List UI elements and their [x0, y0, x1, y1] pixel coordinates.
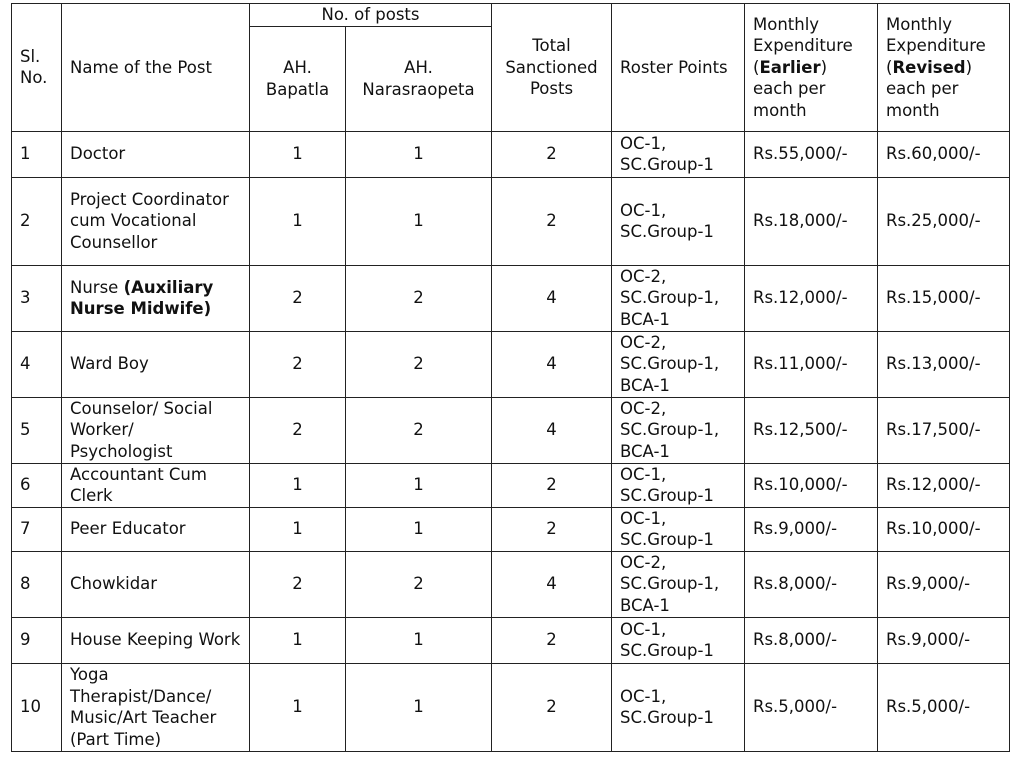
cell-sl-no-text: 4	[20, 354, 31, 374]
cell-sl-no	[12, 507, 62, 551]
cell-total-sanctioned	[492, 617, 612, 663]
cell-ah-bapatla-text: 1	[292, 144, 303, 164]
cell-sl-no	[12, 397, 62, 463]
cell-ah-narasraopeta-text: 1	[413, 475, 424, 495]
cell-total-sanctioned-text: 4	[546, 574, 557, 594]
cell-roster-points-text: OC-1, SC.Group-1	[620, 464, 714, 505]
cell-expenditure-earlier	[745, 397, 878, 463]
cell-ah-narasraopeta-text: 2	[413, 288, 424, 308]
cell-total-sanctioned-text: 2	[546, 144, 557, 164]
cell-ah-narasraopeta-text: 1	[413, 697, 424, 717]
table-row	[12, 617, 1010, 663]
cell-post-name	[62, 663, 250, 751]
cell-sl-no-text: 6	[20, 475, 31, 495]
cell-roster-points	[612, 507, 745, 551]
cell-expenditure-earlier	[745, 131, 878, 177]
cell-roster-points	[612, 397, 745, 463]
cell-sl-no	[12, 663, 62, 751]
cell-ah-bapatla	[250, 507, 346, 551]
table-row	[12, 397, 1010, 463]
cell-total-sanctioned	[492, 131, 612, 177]
header-no-of-posts: No. of posts	[250, 4, 492, 27]
cell-ah-narasraopeta-text: 2	[413, 574, 424, 594]
table-row	[12, 551, 1010, 617]
cell-post-name-text: House Keeping Work	[70, 630, 241, 650]
cell-expenditure-revised	[878, 463, 1010, 507]
cell-expenditure-earlier-text: Rs.5,000/-	[753, 697, 838, 717]
cell-sl-no-text: 1	[20, 144, 31, 164]
cell-expenditure-revised-text: Rs.10,000/-	[886, 519, 981, 539]
cell-expenditure-earlier-text: Rs.18,000/-	[753, 211, 848, 231]
cell-expenditure-revised	[878, 507, 1010, 551]
cell-ah-bapatla	[250, 265, 346, 331]
cell-roster-points-text: OC-1, SC.Group-1	[620, 200, 714, 241]
cell-ah-bapatla-text: 2	[292, 354, 303, 374]
cell-expenditure-revised-text: Rs.13,000/-	[886, 354, 981, 374]
cell-expenditure-earlier	[745, 177, 878, 265]
cell-sl-no-text: 3	[20, 288, 31, 308]
cell-ah-narasraopeta	[346, 331, 492, 397]
cell-sl-no	[12, 131, 62, 177]
cell-expenditure-revised	[878, 551, 1010, 617]
header-total-sanctioned: Total Sanctioned Posts	[492, 4, 612, 132]
cell-expenditure-revised	[878, 617, 1010, 663]
cell-roster-points-text: OC-1, SC.Group-1	[620, 619, 714, 660]
header-earlier-post: ) each per month	[753, 57, 828, 120]
cell-total-sanctioned	[492, 463, 612, 507]
cell-ah-bapatla	[250, 131, 346, 177]
cell-expenditure-earlier-text: Rs.10,000/-	[753, 475, 848, 495]
cell-ah-narasraopeta-text: 1	[413, 519, 424, 539]
cell-expenditure-revised	[878, 177, 1010, 265]
cell-roster-points	[612, 463, 745, 507]
cell-ah-narasraopeta	[346, 551, 492, 617]
table-body	[12, 131, 1010, 751]
cell-post-name-text: Ward Boy	[70, 354, 149, 374]
cell-roster-points	[612, 265, 745, 331]
cell-roster-points-text: OC-2, SC.Group-1, BCA-1	[620, 552, 720, 615]
cell-sl-no-text: 5	[20, 420, 31, 440]
cell-expenditure-earlier-text: Rs.12,000/-	[753, 288, 848, 308]
cell-expenditure-revised-text: Rs.25,000/-	[886, 211, 981, 231]
table-row	[12, 507, 1010, 551]
header-revised-bold: Revised	[892, 57, 966, 77]
cell-post-name	[62, 551, 250, 617]
cell-ah-bapatla-text: 1	[292, 630, 303, 650]
cell-total-sanctioned	[492, 507, 612, 551]
cell-sl-no	[12, 463, 62, 507]
header-sl-no: Sl. No.	[12, 4, 62, 132]
table-row	[12, 265, 1010, 331]
cell-ah-bapatla	[250, 663, 346, 751]
cell-roster-points	[612, 131, 745, 177]
cell-post-name-text: Accountant Cum Clerk	[70, 464, 207, 505]
cell-total-sanctioned	[492, 177, 612, 265]
cell-post-name-text: Yoga Therapist/Dance/ Music/Art Teacher (Part Time)	[70, 665, 217, 749]
table-row	[12, 463, 1010, 507]
header-expenditure-earlier	[745, 4, 878, 132]
cell-roster-points	[612, 331, 745, 397]
cell-expenditure-earlier-text: Rs.8,000/-	[753, 630, 838, 650]
cell-expenditure-revised-text: Rs.15,000/-	[886, 288, 981, 308]
cell-expenditure-revised	[878, 397, 1010, 463]
cell-roster-points	[612, 663, 745, 751]
cell-post-name-text: Counselor/ Social Worker/ Psychologist	[70, 398, 213, 461]
cell-sl-no	[12, 177, 62, 265]
cell-roster-points-text: OC-2, SC.Group-1, BCA-1	[620, 332, 720, 395]
cell-ah-narasraopeta-text: 2	[413, 354, 424, 374]
cell-total-sanctioned	[492, 397, 612, 463]
cell-ah-bapatla-text: 2	[292, 288, 303, 308]
header-earlier-bold: Earlier	[759, 57, 821, 77]
cell-total-sanctioned-text: 2	[546, 519, 557, 539]
cell-expenditure-revised	[878, 663, 1010, 751]
cell-sl-no	[12, 265, 62, 331]
cell-total-sanctioned-text: 4	[546, 420, 557, 440]
table-row	[12, 663, 1010, 751]
cell-expenditure-revised	[878, 131, 1010, 177]
cell-total-sanctioned-text: 2	[546, 630, 557, 650]
cell-expenditure-earlier-text: Rs.55,000/-	[753, 144, 848, 164]
cell-expenditure-revised	[878, 331, 1010, 397]
cell-post-name-bold: (Auxiliary Nurse Midwife)	[70, 277, 214, 318]
cell-total-sanctioned-text: 2	[546, 211, 557, 231]
cell-ah-bapatla-text: 1	[292, 697, 303, 717]
cell-ah-narasraopeta-text: 2	[413, 420, 424, 440]
cell-sl-no-text: 10	[20, 697, 41, 717]
cell-roster-points	[612, 551, 745, 617]
cell-ah-narasraopeta-text: 1	[413, 211, 424, 231]
cell-sl-no	[12, 617, 62, 663]
table-row	[12, 131, 1010, 177]
cell-roster-points	[612, 617, 745, 663]
cell-expenditure-revised	[878, 265, 1010, 331]
cell-ah-bapatla	[250, 463, 346, 507]
cell-expenditure-earlier	[745, 331, 878, 397]
cell-sl-no-text: 2	[20, 211, 31, 231]
cell-ah-bapatla-text: 2	[292, 420, 303, 440]
cell-post-name-text: Project Coordinator cum Vocational Counsellor	[70, 189, 229, 252]
cell-expenditure-earlier-text: Rs.12,500/-	[753, 420, 848, 440]
cell-ah-narasraopeta	[346, 663, 492, 751]
cell-ah-bapatla-text: 1	[292, 211, 303, 231]
header-roster-points: Roster Points	[612, 4, 745, 132]
cell-post-name-text: Chowkidar	[70, 574, 158, 594]
cell-sl-no-text: 7	[20, 519, 31, 539]
cell-ah-narasraopeta	[346, 507, 492, 551]
cell-total-sanctioned	[492, 663, 612, 751]
cell-post-name	[62, 463, 250, 507]
cell-roster-points-text: OC-2, SC.Group-1, BCA-1	[620, 266, 720, 329]
header-revised-post: ) each per month	[886, 57, 973, 120]
cell-ah-bapatla	[250, 397, 346, 463]
cell-sl-no	[12, 331, 62, 397]
cell-expenditure-earlier	[745, 617, 878, 663]
cell-expenditure-revised-text: Rs.5,000/-	[886, 697, 971, 717]
header-ah-bapatla: AH. Bapatla	[250, 26, 346, 131]
cell-post-name	[62, 507, 250, 551]
cell-ah-bapatla-text: 1	[292, 475, 303, 495]
cell-expenditure-revised-text: Rs.9,000/-	[886, 630, 971, 650]
cell-ah-narasraopeta	[346, 463, 492, 507]
cell-ah-narasraopeta-text: 1	[413, 630, 424, 650]
cell-ah-bapatla-text: 2	[292, 574, 303, 594]
cell-ah-bapatla	[250, 177, 346, 265]
cell-sl-no-text: 9	[20, 630, 31, 650]
cell-expenditure-earlier	[745, 265, 878, 331]
cell-expenditure-revised-text: Rs.60,000/-	[886, 144, 981, 164]
cell-roster-points-text: OC-1, SC.Group-1	[620, 686, 714, 727]
cell-ah-bapatla	[250, 617, 346, 663]
cell-sl-no-text: 8	[20, 574, 31, 594]
header-earlier-pre: Monthly Expenditure (	[753, 14, 853, 77]
cell-expenditure-earlier	[745, 551, 878, 617]
cell-expenditure-earlier	[745, 507, 878, 551]
cell-total-sanctioned	[492, 331, 612, 397]
header-ah-narasraopeta: AH. Narasraopeta	[346, 26, 492, 131]
cell-expenditure-earlier-text: Rs.9,000/-	[753, 519, 838, 539]
cell-expenditure-revised-text: Rs.9,000/-	[886, 574, 971, 594]
header-name-of-post: Name of the Post	[62, 4, 250, 132]
cell-total-sanctioned-text: 2	[546, 697, 557, 717]
cell-ah-narasraopeta	[346, 131, 492, 177]
cell-roster-points-text: OC-2, SC.Group-1, BCA-1	[620, 398, 720, 461]
cell-post-name-text: Nurse	[70, 277, 124, 297]
header-expenditure-revised	[878, 4, 1010, 132]
cell-total-sanctioned-text: 4	[546, 288, 557, 308]
cell-expenditure-earlier-text: Rs.8,000/-	[753, 574, 838, 594]
cell-roster-points	[612, 177, 745, 265]
header-revised-pre: Monthly Expenditure (	[886, 14, 986, 77]
cell-ah-bapatla	[250, 331, 346, 397]
cell-post-name-text: Peer Educator	[70, 519, 186, 539]
cell-total-sanctioned-text: 2	[546, 475, 557, 495]
cell-expenditure-earlier	[745, 463, 878, 507]
cell-post-name	[62, 265, 250, 331]
cell-roster-points-text: OC-1, SC.Group-1	[620, 508, 714, 549]
posts-table	[11, 3, 1010, 752]
table-row	[12, 177, 1010, 265]
cell-ah-narasraopeta-text: 1	[413, 144, 424, 164]
cell-ah-narasraopeta	[346, 397, 492, 463]
cell-total-sanctioned	[492, 265, 612, 331]
cell-ah-bapatla-text: 1	[292, 519, 303, 539]
cell-total-sanctioned-text: 4	[546, 354, 557, 374]
table-row	[12, 331, 1010, 397]
cell-post-name	[62, 177, 250, 265]
cell-expenditure-revised-text: Rs.17,500/-	[886, 420, 981, 440]
cell-post-name	[62, 131, 250, 177]
cell-expenditure-revised-text: Rs.12,000/-	[886, 475, 981, 495]
cell-post-name	[62, 331, 250, 397]
cell-ah-bapatla	[250, 551, 346, 617]
cell-post-name	[62, 617, 250, 663]
cell-post-name	[62, 397, 250, 463]
cell-expenditure-earlier	[745, 663, 878, 751]
cell-ah-narasraopeta	[346, 177, 492, 265]
cell-ah-narasraopeta	[346, 617, 492, 663]
cell-total-sanctioned	[492, 551, 612, 617]
cell-roster-points-text: OC-1, SC.Group-1	[620, 133, 714, 174]
cell-post-name-text: Doctor	[70, 144, 126, 164]
cell-ah-narasraopeta	[346, 265, 492, 331]
cell-sl-no	[12, 551, 62, 617]
cell-expenditure-earlier-text: Rs.11,000/-	[753, 354, 848, 374]
